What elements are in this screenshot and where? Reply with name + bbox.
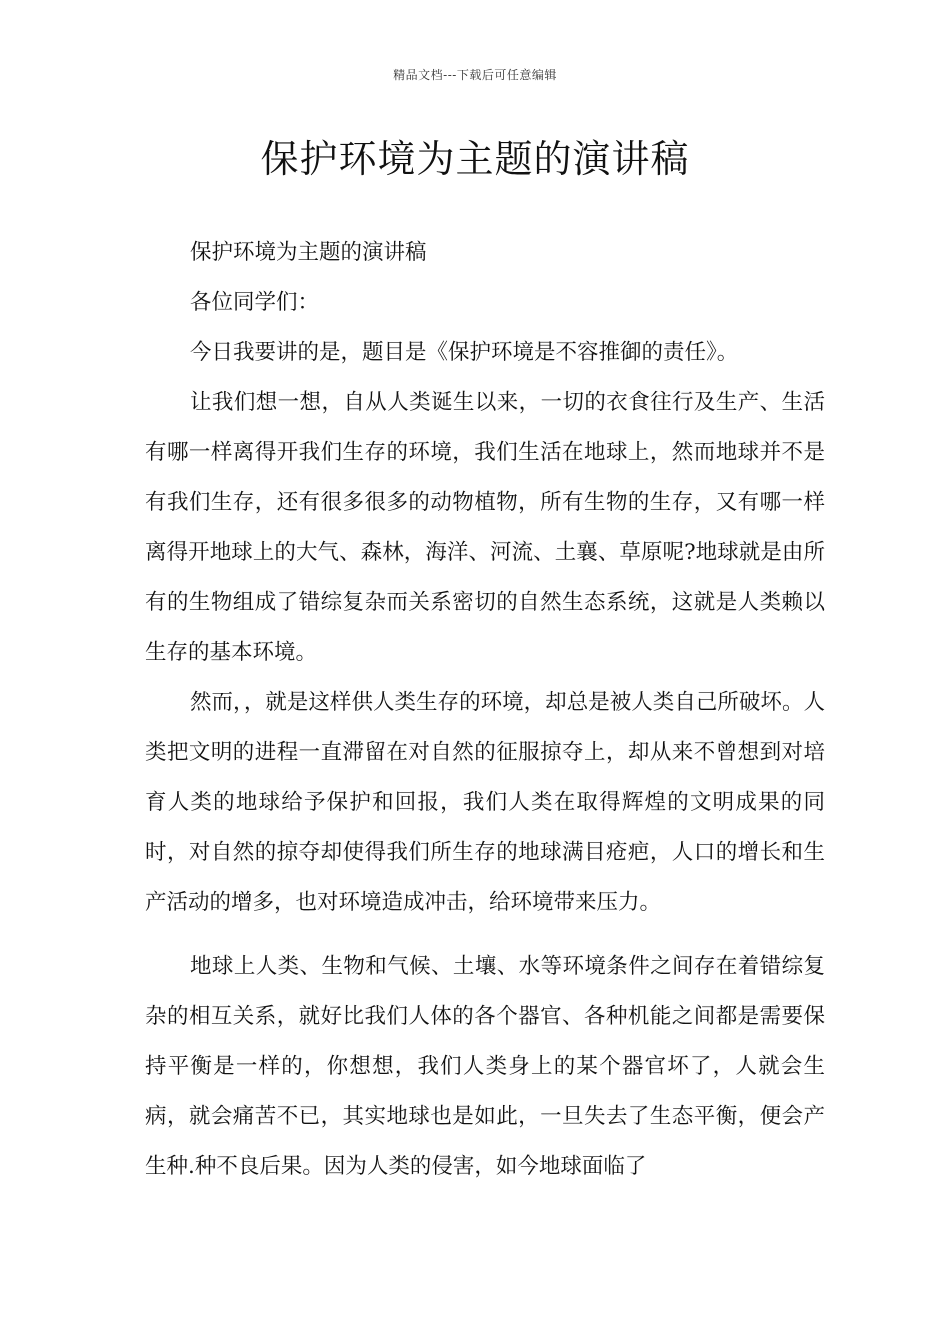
document-title: 保护环境为主题的演讲稿 bbox=[260, 137, 690, 181]
paragraph-greeting: 各位同学们： bbox=[190, 290, 320, 315]
paragraph-topic: 今日我要讲的是，题目是《保护环境是不容推御的责任》。 bbox=[190, 340, 739, 365]
paragraph-body-3: 地球上人类、生物和气候、土壤、水等环境条件之间存在着错综复杂的相互关系，就好比我们人体的各个器官、各种机能之间都是需要保持平衡是一样的，你想想，我们人类身上的某个器官坏了，人就会生病，就会痛苦不已，其实地球也是如此，一旦失去了生态平衡，便会产生种.种不良后果。因为人类的侵害，如今地球面临了 bbox=[145, 954, 825, 1179]
paragraph-subtitle: 保护环境为主题的演讲稿 bbox=[190, 240, 427, 265]
paragraph-body-1: 让我们想一想，自从人类诞生以来，一切的衣食往行及生产、生活有哪一样离得开我们生存的环境，我们生活在地球上，然而地球并不是有我们生存，还有很多很多的动物植物，所有生物的生存，又有哪一样离得开地球上的大气、森林，海洋、河流、土襄、草原呢?地球就是由所有的生物组成了错综复杂而关系密切的自然生态系统，这就是人类赖以生存的基本环境。 bbox=[145, 390, 825, 665]
document-body bbox=[145, 228, 825, 1192]
header-note: 精品文档---下载后可任意编辑 bbox=[393, 68, 557, 82]
paragraph-body-2: 然而，，就是这样供人类生存的环境，却总是被人类自己所破坏。人类把文明的进程一直滞留在对自然的征服掠夺上，却从来不曾想到对培育人类的地球给予保护和回报，我们人类在取得辉煌的文明成果的同时，对自然的掠夺却使得我们所生存的地球满目疮疤，人口的增长和生产活动的增多，也对环境造成冲击，给环境带来压力。 bbox=[145, 690, 825, 915]
